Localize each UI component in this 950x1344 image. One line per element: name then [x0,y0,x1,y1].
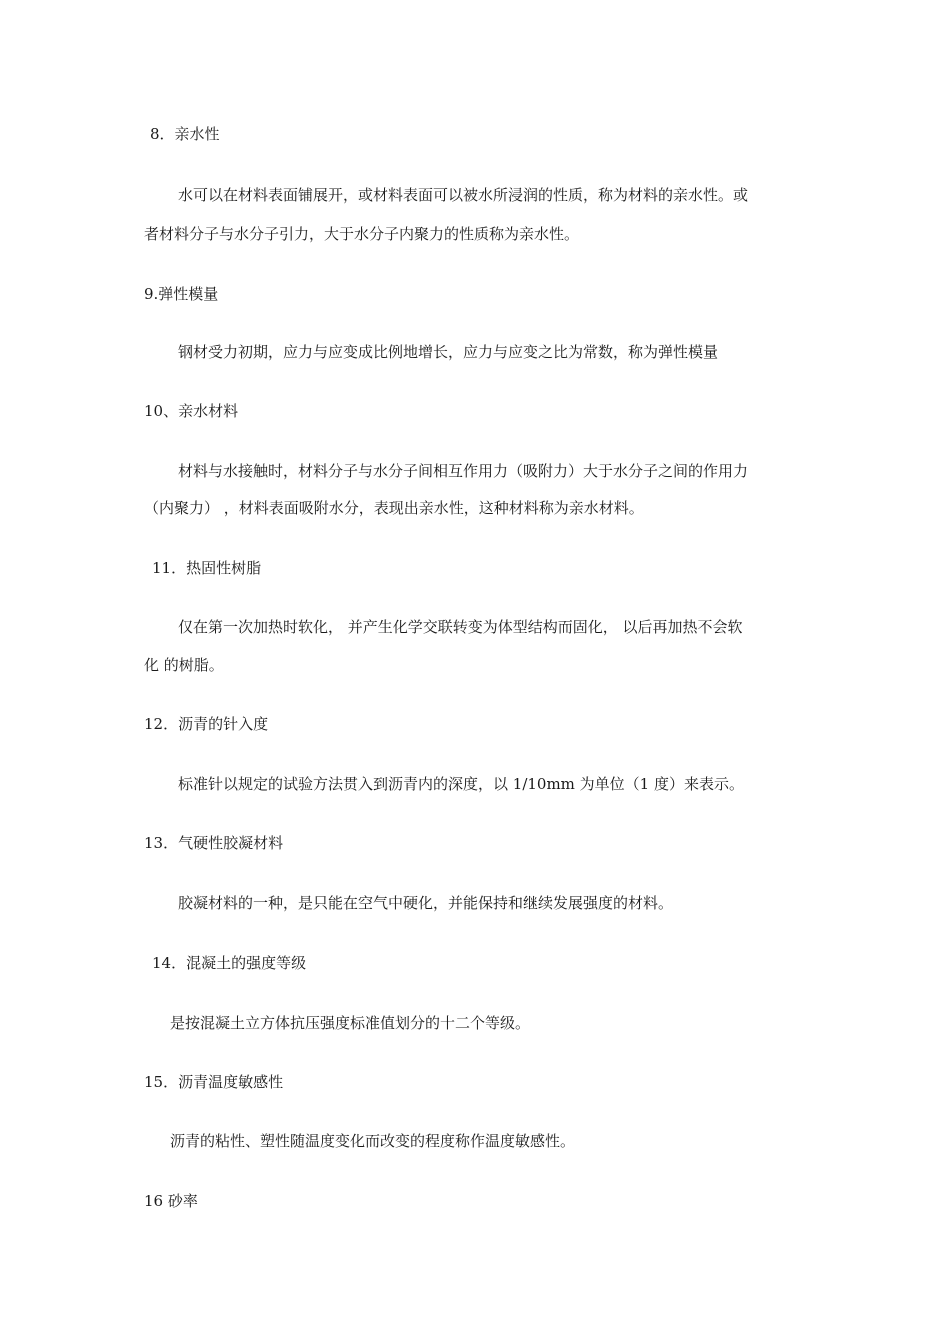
entry-heading: 13．气硬性胶凝材料 [144,834,284,852]
entry-body-line: 水可以在材料表面铺展开，或材料表面可以被水所浸润的性质，称为材料的亲水性。或 [178,186,749,204]
entry-body-line: 仅在第一次加热时软化， 并产生化学交联转变为体型结构而固化， 以后再加热不会软 [178,618,743,636]
entry-heading: 15．沥青温度敏感性 [144,1073,284,1091]
entry-body-line: 是按混凝土立方体抗压强度标准值划分的十二个等级。 [170,1014,531,1032]
entry-heading: 9.弹性模量 [144,285,219,303]
entry-heading: 8．亲水性 [150,125,220,143]
entry-body-line: 钢材受力初期，应力与应变成比例地增长，应力与应变之比为常数，称为弹性模量 [178,343,719,361]
entry-body-line: （内聚力） ，材料表面吸附水分，表现出亲水性，这种材料称为亲水材料。 [144,499,644,517]
entry-heading: 12．沥青的针入度 [144,715,269,733]
entry-body-line: 标准针以规定的试验方法贯入到沥青内的深度，以 1/10mm 为单位（1 度）来表示。 [178,775,744,793]
entry-body-line: 胶凝材料的一种，是只能在空气中硬化，并能保持和继续发展强度的材料。 [178,894,674,912]
entry-heading: 16 砂率 [144,1192,198,1210]
entry-heading: 10、亲水材料 [144,402,239,420]
entry-body-line: 材料与水接触时，材料分子与水分子间相互作用力（吸附力）大于水分子之间的作用力 [178,462,749,480]
entry-body-line: 沥青的粘性、塑性随温度变化而改变的程度称作温度敏感性。 [170,1132,576,1150]
entry-body-line: 化 的树脂。 [144,656,224,674]
entry-heading: 11．热固性树脂 [152,559,262,577]
entry-heading: 14．混凝土的强度等级 [152,954,307,972]
entry-body-line: 者材料分子与水分子引力，大于水分子内聚力的性质称为亲水性。 [144,225,580,243]
